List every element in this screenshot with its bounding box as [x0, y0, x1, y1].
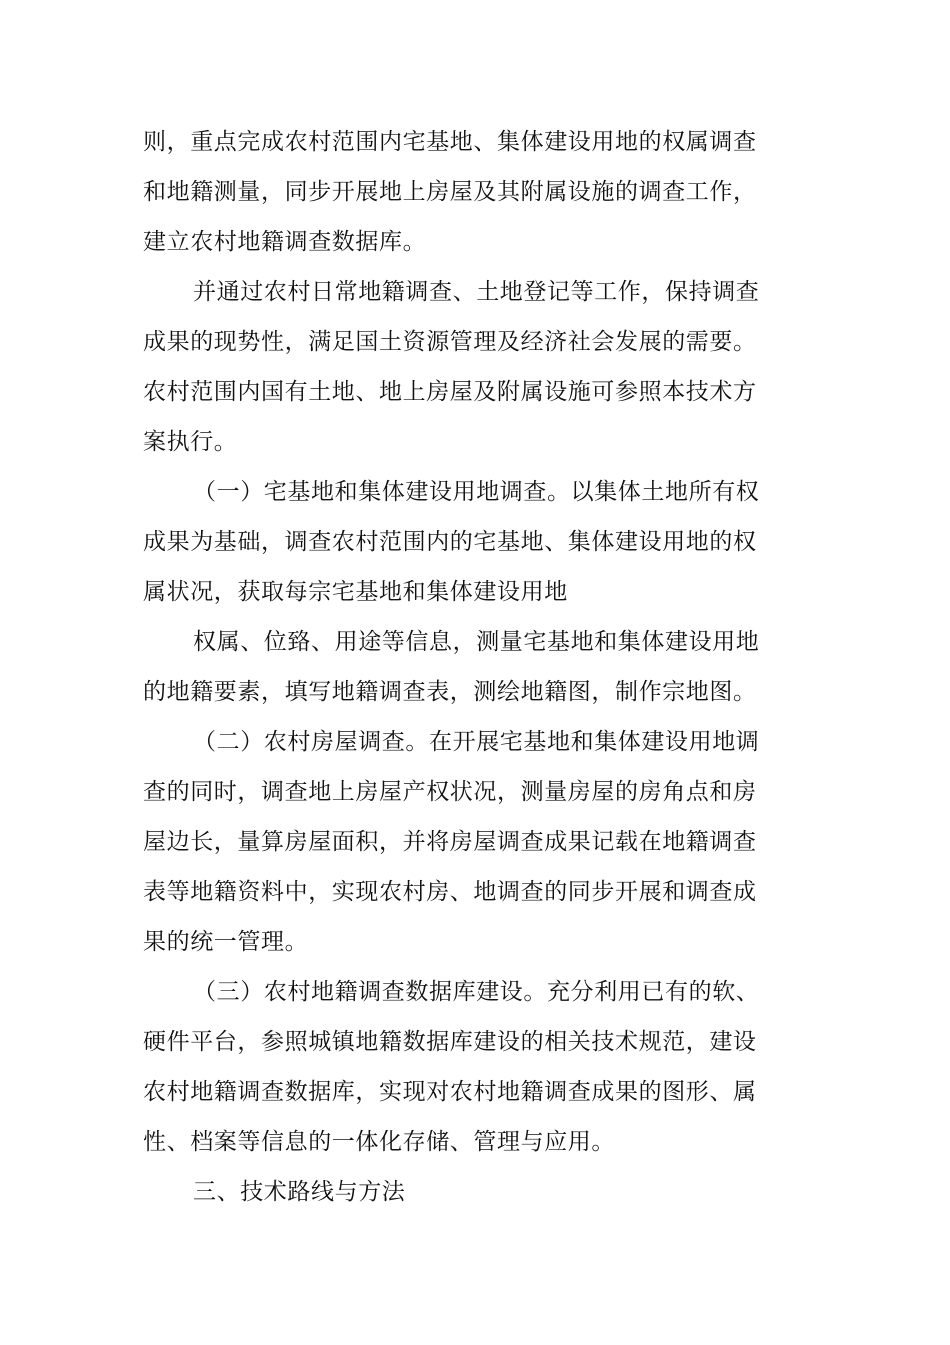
text-line: 硬件平台，参照城镇地籍数据库建设的相关技术规范，建设: [143, 1029, 757, 1055]
paragraph-start-line: 权属、位臵、用途等信息，测量宅基地和集体建设用地: [193, 629, 760, 655]
text-line: 性、档案等信息的一体化存储、管理与应用。: [143, 1129, 615, 1155]
text-line: 建立农村地籍调查数据库。: [143, 229, 427, 255]
text-line: 成果的现势性，满足国土资源管理及经济社会发展的需要。: [143, 329, 757, 355]
section-heading: 三、技术路线与方法: [193, 1179, 406, 1205]
paragraph-start-line: （二）农村房屋调查。在开展宅基地和集体建设用地调: [193, 729, 760, 755]
text-line: 和地籍测量，同步开展地上房屋及其附属设施的调查工作，: [143, 179, 757, 205]
paragraph-start-line: 并通过农村日常地籍调查、土地登记等工作，保持调查: [193, 279, 760, 305]
text-line: 农村地籍调查数据库，实现对农村地籍调查成果的图形、属: [143, 1079, 757, 1105]
text-line: 属状况，获取每宗宅基地和集体建设用地: [143, 579, 568, 605]
text-line: 的地籍要素，填写地籍调查表，测绘地籍图，制作宗地图。: [143, 679, 757, 705]
text-line: 则，重点完成农村范围内宅基地、集体建设用地的权属调查: [143, 129, 757, 155]
text-line: 果的统一管理。: [143, 929, 309, 955]
paragraph-start-line: （一）宅基地和集体建设用地调查。以集体土地所有权: [193, 479, 760, 505]
paragraph-start-line: （三）农村地籍调查数据库建设。充分利用已有的软、: [193, 979, 760, 1005]
text-line: 农村范围内国有土地、地上房屋及附属设施可参照本技术方: [143, 379, 757, 405]
text-line: 表等地籍资料中，实现农村房、地调查的同步开展和调查成: [143, 879, 757, 905]
text-line: 屋边长，量算房屋面积，并将房屋调查成果记载在地籍调查: [143, 829, 757, 855]
text-line: 成果为基础，调查农村范围内的宅基地、集体建设用地的权: [143, 529, 757, 555]
text-line: 案执行。: [143, 429, 238, 455]
text-line: 查的同时，调查地上房屋产权状况，测量房屋的房角点和房: [143, 779, 757, 805]
